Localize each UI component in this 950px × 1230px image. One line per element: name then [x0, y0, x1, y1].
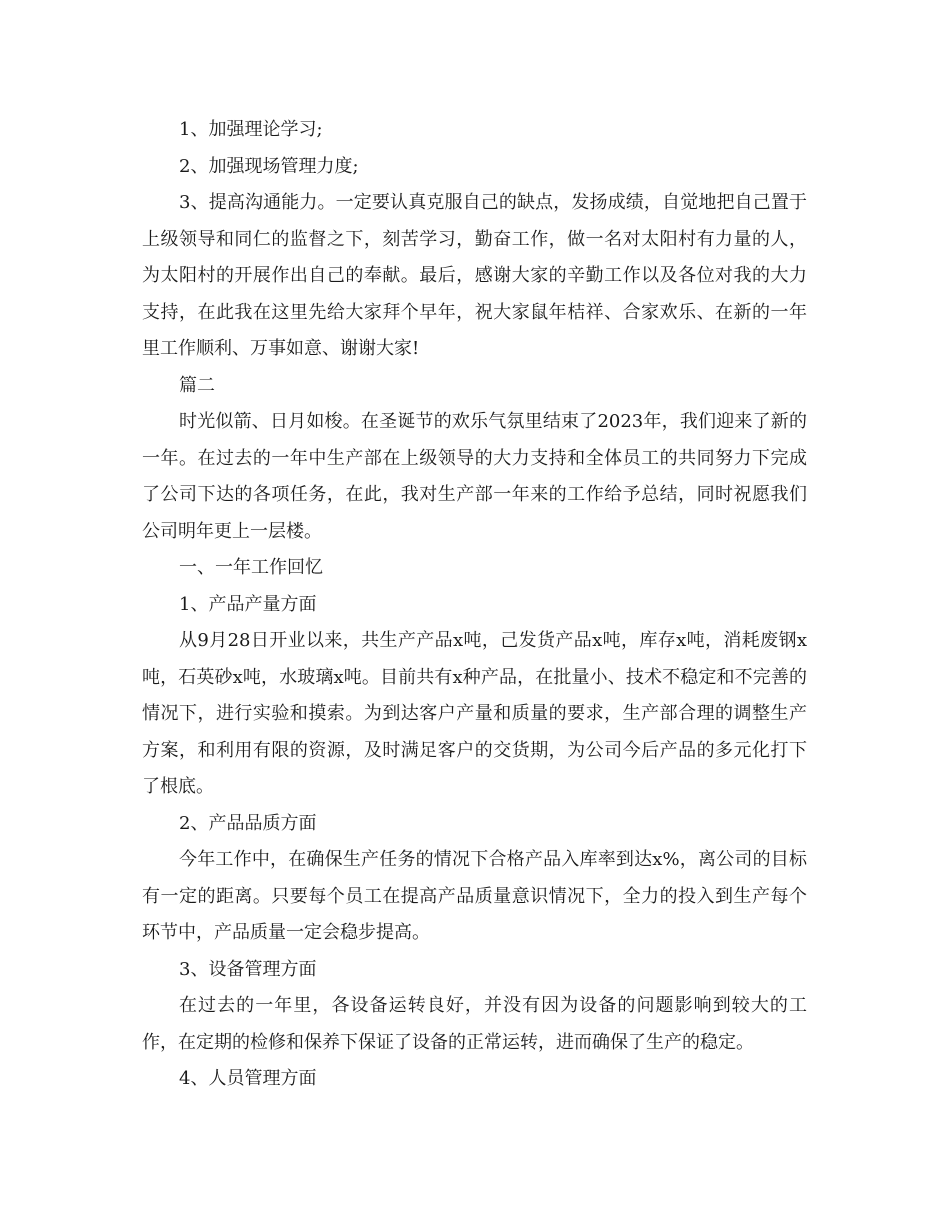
paragraph-quality: 今年工作中，在确保生产任务的情况下合格产品入库率到达x%，离公司的目标有一定的距离。只要每个员工在提高产品质量意识情况下，全力的投入到生产每个环节中，产品质量一定会稳步提高。 — [142, 849, 807, 943]
subheading-output: 1、产品产量方面 — [179, 593, 317, 615]
list-item-theory-study: 1、加强理论学习; — [179, 119, 323, 140]
paragraph-output: 从9月28日开业以来，共生产产品x吨，己发货产品x吨，库存x吨，消耗废钢x吨，石英砂x吨，水玻璃x吨。目前共有x种产品，在批量小、技术不稳定和不完善的情况下，进行实验和摸索。为到达客户产量和质量的要求，生产部合理的调整生产方案，和利用有限的资源，及时满足客户的交货期，为公司今后产品的多元化打下了根底。 — [142, 630, 807, 797]
document-page — [142, 112, 807, 1098]
paragraph-equipment: 在过去的一年里，各设备运转良好，并没有因为设备的问题影响到较大的工作，在定期的检修和保养下保证了设备的正常运转，进而确保了生产的稳定。 — [142, 995, 807, 1053]
list-item-site-management: 2、加强现场管理力度; — [179, 155, 359, 177]
intro-paragraph: 时光似箭、日月如梭。在圣诞节的欢乐气氛里结束了2023年，我们迎来了新的一年。在过去的一年中生产部在上级领导的大力支持和全体员工的共同努力下完成了公司下达的各项任务，在此，我对生产部一年来的工作给予总结，同时祝愿我们公司明年更上一层楼。 — [142, 411, 807, 542]
subheading-equipment: 3、设备管理方面 — [179, 958, 317, 980]
section-heading-part-two: 篇二 — [179, 374, 215, 396]
list-item-communication: 3、提高沟通能力。一定要认真克服自己的缺点，发扬成绩，自觉地把自己置于上级领导和同仁的监督之下，刻苦学习，勤奋工作，做一名对太阳村有力量的人，为太阳村的开展作出自己的奉献。最后，感谢大家的辛勤工作以及各位对我的大力支持，在此我在这里先给大家拜个早年，祝大家鼠年桔祥、合家欢乐、在新的一年里工作顺利、万事如意、谢谢大家! — [142, 192, 807, 359]
section-heading-review: 一、一年工作回忆 — [179, 557, 323, 578]
subheading-quality: 2、产品品质方面 — [179, 812, 317, 834]
subheading-personnel: 4、人员管理方面 — [179, 1068, 317, 1089]
